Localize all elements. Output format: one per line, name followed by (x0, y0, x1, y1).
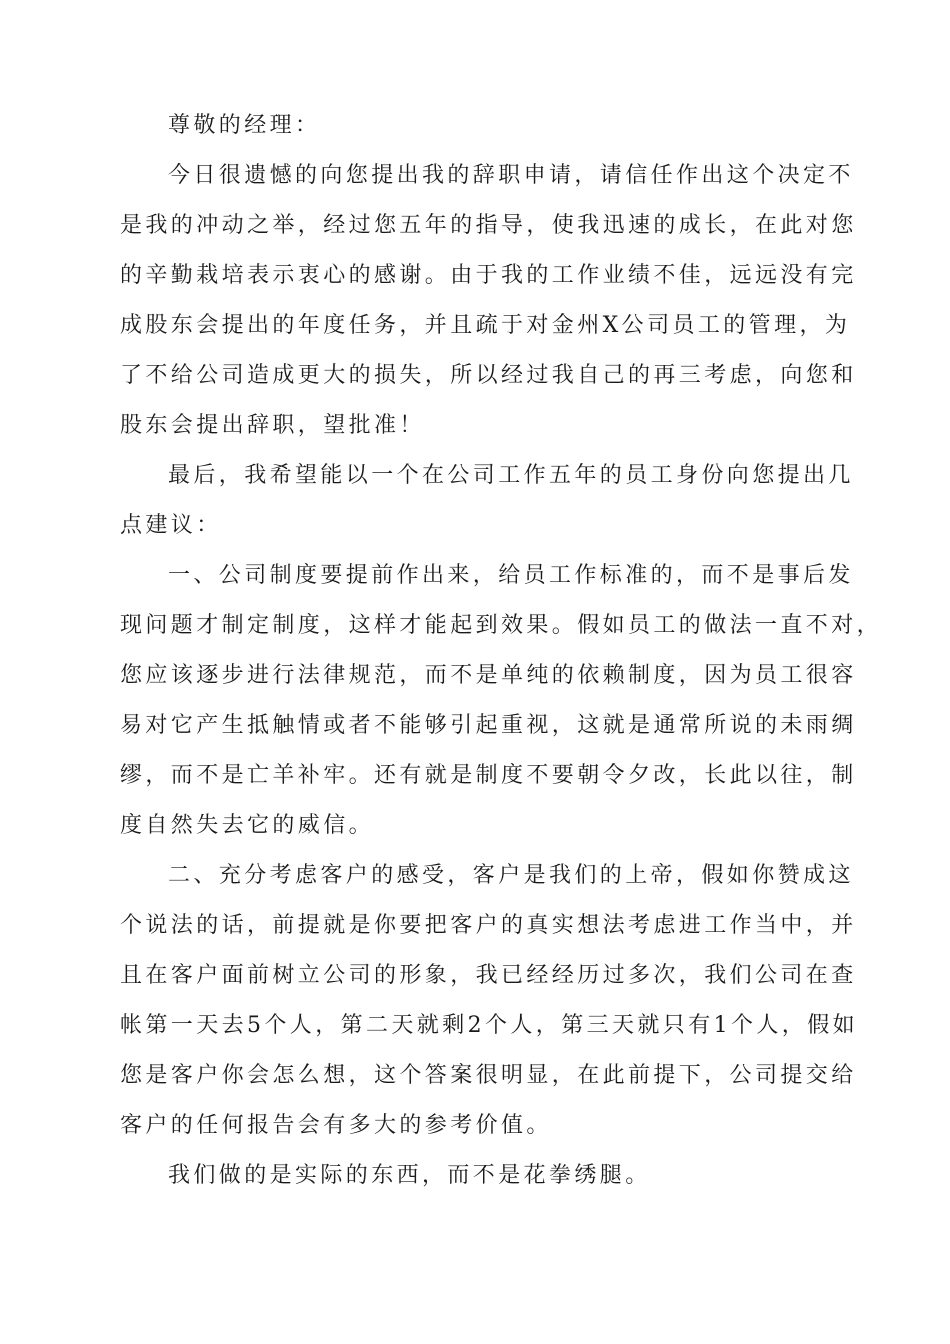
paragraph-line: 一、公司制度要提前作出来，给员工作标准的，而不是事后发 (168, 563, 854, 588)
paragraph-line: 最后，我希望能以一个在公司工作五年的员工身份向您提出几 (168, 463, 854, 488)
paragraph-line: 个说法的话，前提就是你要把客户的真实想法考虑进工作当中，并 (120, 913, 857, 938)
paragraph-line: 成股东会提出的年度任务，并且疏于对金州X公司员工的管理，为 (120, 313, 851, 338)
paragraph-line: 股东会提出辞职，望批准！ (120, 413, 425, 438)
paragraph-line: 今日很遗憾的向您提出我的辞职申请，请信任作出这个决定不 (168, 163, 854, 188)
paragraph-line: 您是客户你会怎么想，这个答案很明显，在此前提下，公司提交给 (120, 1063, 857, 1088)
paragraph-line: 且在客户面前树立公司的形象，我已经经历过多次，我们公司在查 (120, 963, 857, 988)
paragraph-line: 现问题才制定制度，这样才能起到效果。假如员工的做法一直不对， (120, 613, 883, 638)
paragraph-line: 客户的任何报告会有多大的参考价值。 (120, 1113, 552, 1138)
paragraph-line: 了不给公司造成更大的损失，所以经过我自己的再三考虑，向您和 (120, 363, 857, 388)
paragraph-line: 缪，而不是亡羊补牢。还有就是制度不要朝令夕改，长此以往，制 (120, 763, 857, 788)
paragraph-line: 二、充分考虑客户的感受，客户是我们的上帝，假如你赞成这 (168, 863, 854, 888)
paragraph-line: 帐第一天去5个人，第二天就剩2个人，第三天就只有1个人，假如 (120, 1013, 858, 1038)
paragraph-line: 的辛勤栽培表示衷心的感谢。由于我的工作业绩不佳，远远没有完 (120, 263, 857, 288)
paragraph-line: 您应该逐步进行法律规范，而不是单纯的依赖制度，因为员工很容 (120, 663, 857, 688)
salutation: 尊敬的经理： (168, 113, 321, 138)
closing-line: 我们做的是实际的东西，而不是花拳绣腿。 (168, 1163, 651, 1188)
paragraph-line: 易对它产生抵触情或者不能够引起重视，这就是通常所说的未雨绸 (120, 713, 857, 738)
paragraph-line: 是我的冲动之举，经过您五年的指导，使我迅速的成长，在此对您 (120, 213, 857, 238)
paragraph-line: 度自然失去它的威信。 (120, 813, 375, 838)
paragraph-line: 点建议： (120, 513, 222, 538)
